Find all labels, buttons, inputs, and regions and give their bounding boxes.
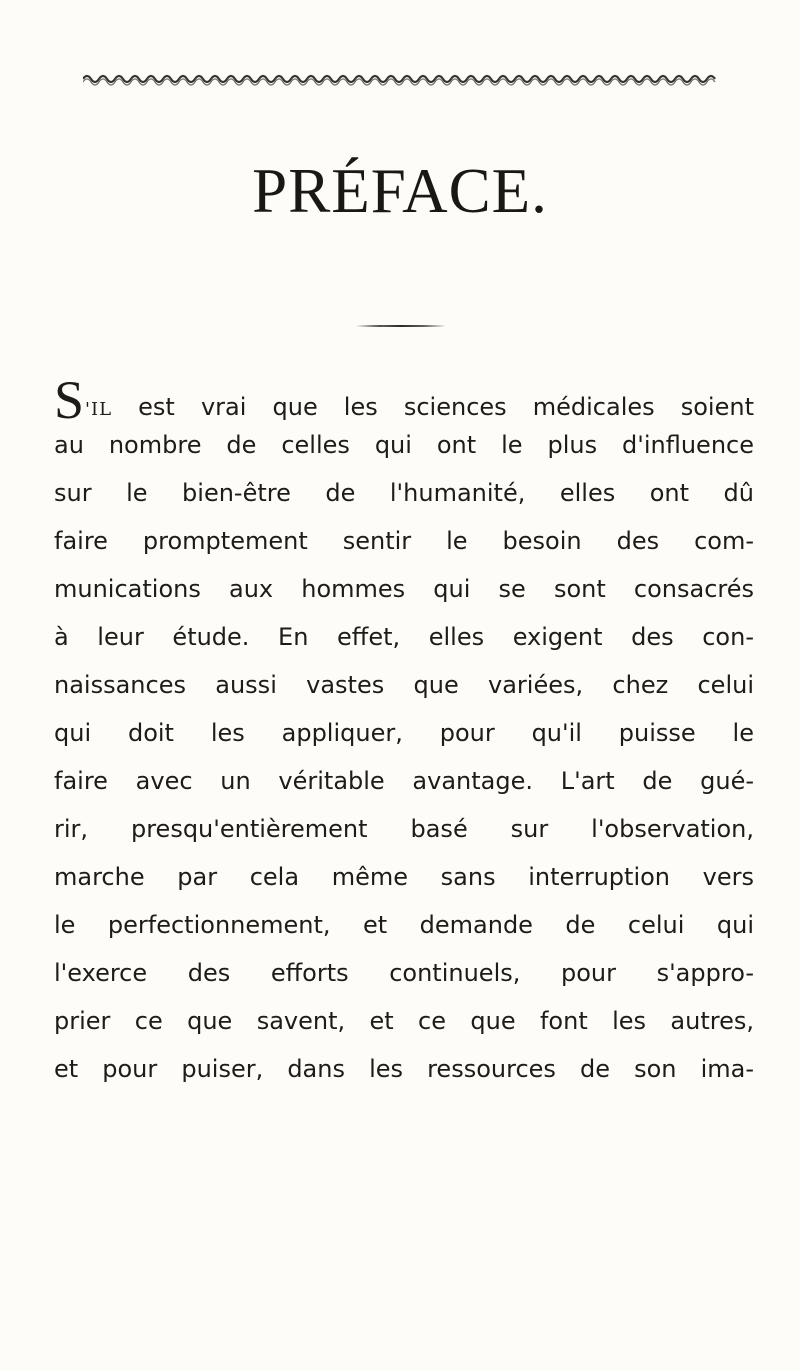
text-line-5: munications aux hommes qui se sont consacrés <box>54 575 754 603</box>
text-line-7: naissances aussi vastes que variées, chez celui <box>54 671 754 699</box>
text-line-3: sur le bien-être de l'humanité, elles ont dû <box>54 479 754 507</box>
drop-cap: S <box>54 370 85 430</box>
text-line-2: au nombre de celles qui ont le plus d'influence <box>54 431 754 459</box>
wave-ornament-icon <box>83 70 718 88</box>
text-line-10: rir, presqu'entièrement basé sur l'observation, <box>54 815 754 843</box>
page-title: PRÉFACE. <box>252 156 548 226</box>
text-line-1 <box>54 370 754 430</box>
text-line-1-rest: est vrai que les sciences médicales soient <box>112 393 754 421</box>
preface-text <box>54 370 754 1093</box>
text-line-14: prier ce que savent, et ce que font les autres, <box>54 1007 754 1035</box>
text-line-6: à leur étude. En effet, elles exigent des con- <box>54 623 754 651</box>
title-divider <box>356 324 446 328</box>
text-line-15: et pour puiser, dans les ressources de son ima- <box>54 1055 754 1083</box>
text-line-4: faire promptement sentir le besoin des com- <box>54 527 754 555</box>
text-line-9: faire avec un véritable avantage. L'art de gué- <box>54 767 754 795</box>
text-line-11: marche par cela même sans interruption vers <box>54 863 754 891</box>
text-line-13: l'exerce des efforts continuels, pour s'appro- <box>54 959 754 987</box>
text-line-12: le perfectionnement, et demande de celui qui <box>54 911 754 939</box>
text-line-8: qui doit les appliquer, pour qu'il puisse le <box>54 719 754 747</box>
small-caps-word: 'IL <box>85 399 113 420</box>
